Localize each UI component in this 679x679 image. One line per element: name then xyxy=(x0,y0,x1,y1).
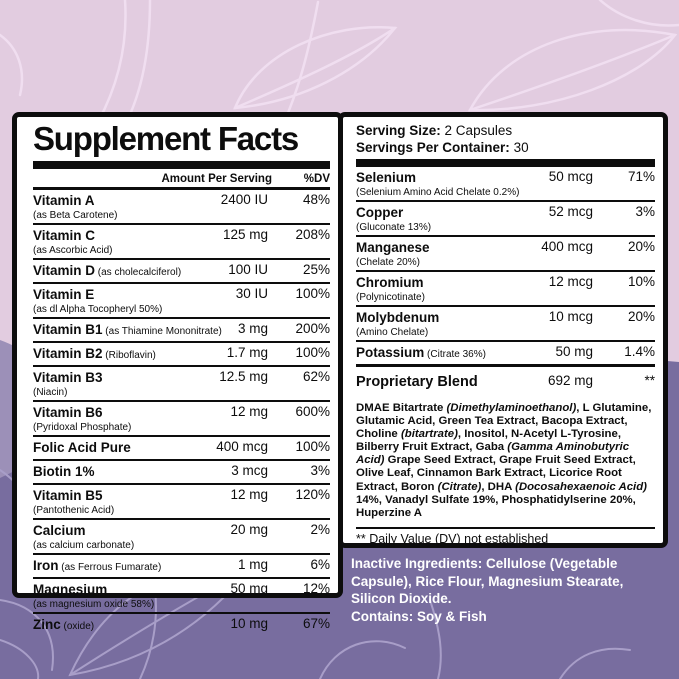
nutrient-amount: 30 IU xyxy=(235,286,268,301)
nutrient-name: Vitamin E (as dl Alpha Tocopheryl 50%) xyxy=(33,286,236,315)
nutrient-dv: 62% xyxy=(302,369,330,384)
nutrient-dv: 10% xyxy=(627,274,655,289)
nutrient-name: Copper (Gluconate 13%) xyxy=(356,204,549,233)
divider-bar xyxy=(356,159,655,167)
contains-text: Contains: Soy & Fish xyxy=(351,608,487,624)
nutrient-name: Zinc (oxide) xyxy=(33,617,95,632)
nutrient-amount: 12 mg xyxy=(230,487,268,502)
nutrient-row xyxy=(356,235,655,270)
nutrient-dv: 25% xyxy=(302,262,330,277)
nutrient-row xyxy=(33,577,330,612)
nutrient-note: (Polynicotinate) xyxy=(356,292,425,303)
nutrient-row xyxy=(33,341,330,365)
nutrient-name: Iron (as Ferrous Fumarate) xyxy=(33,558,162,573)
nutrient-row xyxy=(33,317,330,341)
supplement-facts-panel xyxy=(12,112,343,632)
nutrient-dv: 1.4% xyxy=(624,344,655,359)
nutrient-name: Folic Acid Pure xyxy=(33,440,131,455)
nutrient-dv: 100% xyxy=(295,439,330,454)
nutrient-amount: 12 mcg xyxy=(548,274,593,289)
blend-ingredient-latin: (Gamma Aminobutyric Acid) xyxy=(356,441,630,467)
blend-ingredient: , L Glutamine, Glutamic Acid, Green Tea Extract, Bacopa Extract, Choline xyxy=(356,402,652,441)
nutrient-note: (oxide) xyxy=(60,621,95,632)
percent-dv-header: %DV xyxy=(303,173,330,185)
nutrient-name: Vitamin C (as Ascorbic Acid) xyxy=(33,227,223,256)
nutrient-amount: 400 mcg xyxy=(216,439,268,454)
nutrient-row xyxy=(33,435,330,459)
table-header xyxy=(33,169,330,190)
nutrient-name: Molybdenum (Amino Chelate) xyxy=(356,309,549,338)
nutrient-row xyxy=(33,553,330,577)
right-nutrient-table xyxy=(356,167,655,395)
nutrient-amount: 12 mg xyxy=(230,404,268,419)
nutrient-note: (as calcium carbonate) xyxy=(33,540,135,551)
nutrient-amount: 10 mg xyxy=(230,616,268,631)
nutrient-note: (Chelate 20%) xyxy=(356,257,420,268)
nutrient-amount: 1.7 mg xyxy=(226,345,268,360)
nutrient-row xyxy=(33,258,330,282)
nutrient-dv: 48% xyxy=(302,192,330,207)
nutrient-note: (Pantothenic Acid) xyxy=(33,505,115,516)
nutrient-row xyxy=(33,223,330,258)
inactive-ingredients xyxy=(351,555,669,625)
nutrient-dv: 200% xyxy=(295,321,330,336)
dv-footnote: ** Daily Value (DV) not established xyxy=(356,527,655,546)
nutrient-dv: 120% xyxy=(295,487,330,502)
nutrient-name: Potassium (Citrate 36%) xyxy=(356,345,486,360)
nutrient-note: (as Ascorbic Acid) xyxy=(33,245,113,256)
nutrient-dv: 6% xyxy=(310,557,330,572)
nutrient-name: Vitamin B1 (as Thiamine Mononitrate) xyxy=(33,322,222,337)
nutrient-dv: 3% xyxy=(310,463,330,478)
header-spacer xyxy=(33,173,161,185)
nutrient-amount: 1 mg xyxy=(237,557,268,572)
nutrient-dv: 20% xyxy=(627,309,655,324)
nutrient-amount: 10 mcg xyxy=(548,309,593,324)
blend-ingredient-latin: (Docosahexaenoic Acid) xyxy=(515,480,647,493)
inactive-ingredients-text: Inactive Ingredients: Cellulose (Vegetable Capsule), Rice Flour, Magnesium Stearate, Silicon Dioxide. xyxy=(351,556,624,606)
nutrient-amount: 692 mg xyxy=(547,373,593,388)
nutrient-note: (as Ferrous Fumarate) xyxy=(58,562,162,573)
nutrient-name: Vitamin B5 (Pantothenic Acid) xyxy=(33,487,230,516)
nutrient-dv: 12% xyxy=(302,581,330,596)
serving-info xyxy=(356,122,655,156)
nutrient-amount: 12.5 mg xyxy=(219,369,268,384)
nutrient-note: (Amino Chelate) xyxy=(356,327,429,338)
nutrient-note: (Niacin) xyxy=(33,387,68,398)
blend-ingredient: DMAE Bitartrate xyxy=(356,402,447,414)
serving-size-value: 2 Capsules xyxy=(444,123,513,138)
nutrient-dv: 71% xyxy=(627,169,655,184)
nutrient-amount: 400 mcg xyxy=(541,239,593,254)
nutrient-row xyxy=(33,282,330,317)
nutrient-row xyxy=(33,459,330,483)
blend-ingredient: Grape Seed Extract, Grape Fruit Seed Extract, Olive Leaf, Cinnamon Bark Extract, Licorice Root Extract, Boron xyxy=(356,454,636,493)
nutrient-row xyxy=(33,365,330,400)
nutrient-note: (Selenium Amino Acid Chelate 0.2%) xyxy=(356,187,520,198)
nutrient-name: Vitamin B3 (Niacin) xyxy=(33,369,219,398)
nutrient-amount: 3 mg xyxy=(237,321,268,336)
proprietary-blend-description xyxy=(356,402,655,520)
nutrient-amount: 100 IU xyxy=(228,262,268,277)
servings-per-container-label: Servings Per Container: xyxy=(356,140,510,155)
nutrient-row xyxy=(33,190,330,223)
nutrient-name: Vitamin B6 (Pyridoxal Phosphate) xyxy=(33,404,230,433)
nutrient-note: (Riboflavin) xyxy=(102,350,156,361)
nutrient-name: Magnesium (as magnesium oxide 58%) xyxy=(33,581,230,610)
nutrient-note: (Gluconate 13%) xyxy=(356,222,432,233)
nutrient-dv: ** xyxy=(644,373,655,388)
nutrient-name: Selenium (Selenium Amino Acid Chelate 0.2%) xyxy=(356,169,549,198)
nutrient-name: Calcium (as calcium carbonate) xyxy=(33,522,230,551)
nutrient-name: Vitamin A (as Beta Carotene) xyxy=(33,192,221,221)
nutrient-row xyxy=(356,340,655,364)
nutrient-dv: 100% xyxy=(295,345,330,360)
blend-ingredient-latin: (bitartrate) xyxy=(400,428,458,441)
nutrient-row xyxy=(33,612,330,636)
nutrient-amount: 50 mg xyxy=(555,344,593,359)
serving-size-label: Serving Size: xyxy=(356,123,441,138)
amount-per-serving-header: Amount Per Serving xyxy=(161,173,272,185)
nutrient-note: (Citrate 36%) xyxy=(424,349,486,360)
nutrient-amount: 50 mg xyxy=(230,581,268,596)
nutrient-row xyxy=(356,200,655,235)
blend-ingredient: 14%, Vanadyl Sulfate 19%, Phosphatidylserine 20%, Huperzine A xyxy=(356,493,636,519)
nutrient-note: (as Thiamine Mononitrate) xyxy=(102,326,222,337)
right-facts-panel xyxy=(338,112,668,548)
nutrient-note: (as cholecalciferol) xyxy=(95,267,182,278)
nutrient-name: Vitamin D (as cholecalciferol) xyxy=(33,263,182,278)
nutrient-note: (as magnesium oxide 58%) xyxy=(33,599,155,610)
nutrient-row xyxy=(356,167,655,200)
nutrient-dv: 20% xyxy=(627,239,655,254)
nutrient-name: Biotin 1% xyxy=(33,464,95,479)
nutrient-row xyxy=(356,364,655,395)
blend-ingredient: , DHA xyxy=(481,480,516,493)
divider-bar xyxy=(33,161,330,169)
nutrient-dv: 67% xyxy=(302,616,330,631)
nutrient-amount: 125 mg xyxy=(222,227,268,242)
nutrient-name: Vitamin B2 (Riboflavin) xyxy=(33,346,156,361)
servings-per-container-line xyxy=(356,139,655,156)
nutrient-dv: 100% xyxy=(295,286,330,301)
nutrient-note: (as dl Alpha Tocopheryl 50%) xyxy=(33,304,163,315)
nutrient-amount: 3 mcg xyxy=(231,463,268,478)
nutrient-row xyxy=(33,483,330,518)
nutrient-row xyxy=(33,518,330,553)
nutrient-row xyxy=(356,305,655,340)
blend-ingredient-latin: (Dimethylaminoethanol) xyxy=(446,402,577,414)
serving-size-line xyxy=(356,122,655,139)
nutrient-row xyxy=(356,270,655,305)
nutrient-amount: 50 mcg xyxy=(548,169,593,184)
nutrient-dv: 3% xyxy=(635,204,655,219)
nutrient-amount: 52 mcg xyxy=(548,204,593,219)
servings-per-container-value: 30 xyxy=(513,140,529,155)
nutrient-dv: 600% xyxy=(295,404,330,419)
supplement-facts-title: Supplement Facts xyxy=(33,120,299,157)
nutrient-name: Proprietary Blend xyxy=(356,374,478,390)
blend-ingredient: , Inositol, N-Acetyl L-Tyrosine, Bilberry Fruit Extract, Gaba xyxy=(356,428,621,454)
nutrient-row xyxy=(33,400,330,435)
nutrient-dv: 208% xyxy=(295,227,330,242)
left-nutrient-table xyxy=(33,190,330,636)
nutrient-note: (as Beta Carotene) xyxy=(33,210,118,221)
nutrient-dv: 2% xyxy=(310,522,330,537)
nutrient-name: Manganese (Chelate 20%) xyxy=(356,239,541,268)
nutrient-amount: 20 mg xyxy=(230,522,268,537)
nutrient-name: Chromium (Polynicotinate) xyxy=(356,274,549,303)
nutrient-note: (Pyridoxal Phosphate) xyxy=(33,422,132,433)
nutrient-amount: 2400 IU xyxy=(220,192,268,207)
blend-ingredient-latin: (Citrate) xyxy=(437,480,482,493)
